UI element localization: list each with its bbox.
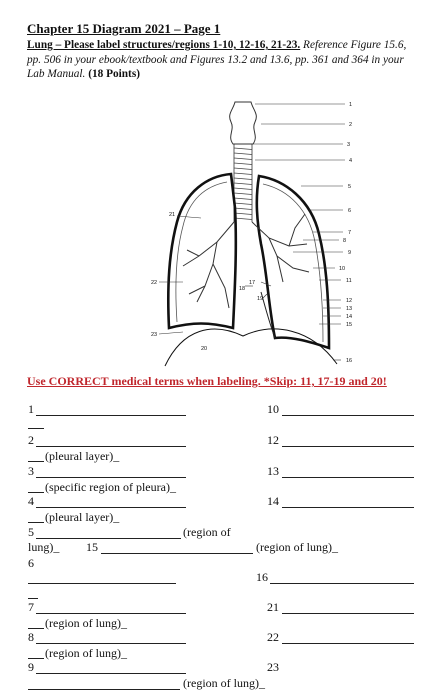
trachea-ring	[234, 163, 252, 165]
trachea-ring	[234, 158, 252, 160]
label-2: 2	[28, 433, 34, 447]
larynx-shape	[230, 102, 257, 144]
answer-7-line[interactable]	[36, 613, 186, 614]
label-10: 10	[267, 402, 279, 416]
diagram-label: 1	[349, 102, 353, 108]
hint-2: (pleural layer)_	[45, 449, 120, 463]
instructions-paragraph	[27, 38, 419, 82]
answer-23-line[interactable]	[28, 689, 180, 690]
diagram-label: 20	[201, 346, 208, 352]
diaphragm	[165, 329, 337, 366]
diagram-label: 4	[349, 158, 353, 164]
answer-22-line[interactable]	[282, 643, 414, 644]
answer-blank-line[interactable]	[28, 628, 44, 629]
trachea-ring	[234, 173, 252, 175]
answer-21-line[interactable]	[282, 613, 414, 614]
trachea-ring	[234, 193, 252, 195]
label-14: 14	[267, 494, 279, 508]
trachea-ring	[234, 188, 252, 190]
label-23: 23	[267, 660, 279, 674]
answer-9-line[interactable]	[36, 673, 186, 674]
answer-15-line[interactable]	[101, 553, 253, 554]
bronchial-tree	[183, 214, 309, 308]
leader-line	[263, 294, 267, 298]
hint-23: (region of lung)_	[183, 676, 265, 690]
diagram-label: 8	[343, 238, 347, 244]
diagram-label: 7	[348, 230, 352, 236]
trachea-ring	[234, 153, 252, 155]
answer-16-line[interactable]	[270, 583, 414, 584]
diagram-label: 2	[349, 122, 353, 128]
intro-reference: Reference Figure 15.6, pp. 506 in your ebook/textbook and Figures 13.2 and 13.6, pp. 361 and 364 in your Lab Manual.	[27, 39, 407, 80]
lung-diagram	[143, 96, 371, 370]
diagram-label: 21	[169, 212, 176, 218]
label-4: 4	[28, 494, 34, 508]
label-1: 1	[28, 402, 34, 416]
label-5: 5	[28, 525, 34, 539]
answer-8-line[interactable]	[36, 643, 186, 644]
answer-6-line[interactable]	[28, 583, 176, 584]
label-12: 12	[267, 433, 279, 447]
diagram-label: 11	[346, 278, 352, 284]
label-16: 16	[256, 570, 268, 584]
answer-blank-line[interactable]	[28, 658, 44, 659]
trachea-ring	[234, 183, 252, 185]
diagram-label: 14	[346, 314, 353, 320]
answer-4-line[interactable]	[36, 507, 186, 508]
hint-4: (pleural layer)_	[45, 510, 120, 524]
answer-14-line[interactable]	[282, 507, 414, 508]
label-22: 22	[267, 630, 279, 644]
trachea-rings	[234, 148, 252, 220]
diagram-label: 17	[249, 280, 256, 286]
answer-blank-line[interactable]	[28, 461, 44, 462]
trachea-ring	[234, 208, 252, 210]
answer-10-line[interactable]	[282, 415, 414, 416]
diagram-label: 9	[348, 250, 352, 256]
trachea-ring	[234, 148, 252, 150]
answer-blank-line[interactable]	[28, 522, 44, 523]
label-8: 8	[28, 630, 34, 644]
label-6: 6	[28, 556, 34, 570]
label-7: 7	[28, 600, 34, 614]
diagram-label: 5	[348, 184, 352, 190]
answer-13-line[interactable]	[282, 477, 414, 478]
answer-blank-line[interactable]	[28, 492, 44, 493]
label-15: 15	[86, 540, 98, 554]
diagram-label: 22	[151, 280, 158, 286]
answer-3-line[interactable]	[36, 477, 186, 478]
diagram-label: 10	[339, 266, 346, 272]
hint-15: (region of lung)_	[256, 540, 338, 554]
answer-2-line[interactable]	[36, 446, 186, 447]
diagram-label: 6	[348, 208, 352, 214]
intro-bold: Lung – Please label structures/regions 1-10, 12-16, 21-23.	[27, 39, 301, 51]
label-9: 9	[28, 660, 34, 674]
diagram-label: 19	[257, 296, 264, 302]
leader-lines	[159, 104, 345, 360]
trachea-ring	[234, 168, 252, 170]
trachea-ring	[234, 198, 252, 200]
answer-5-line[interactable]	[36, 538, 181, 539]
diagram-label: 16	[346, 358, 353, 364]
trachea-ring	[234, 203, 252, 205]
label-21: 21	[267, 600, 279, 614]
diagram-label: 3	[347, 142, 351, 148]
label-13: 13	[267, 464, 279, 478]
intro-points: (18 Points)	[88, 68, 140, 80]
hint-3: (specific region of pleura)_	[45, 480, 176, 494]
diagram-label: 13	[346, 306, 353, 312]
diagram-label: 15	[346, 322, 353, 328]
leader-line	[159, 332, 183, 334]
diagram-label: 23	[151, 332, 158, 338]
trachea-ring	[234, 178, 252, 180]
hint-5b: lung)_	[28, 540, 60, 554]
hint-8: (region of lung)_	[45, 646, 127, 660]
hint-7: (region of lung)_	[45, 616, 127, 630]
answer-12-line[interactable]	[282, 446, 414, 447]
label-3: 3	[28, 464, 34, 478]
instruction-warning: Use CORRECT medical terms when labeling. *Skip: 11, 17-19 and 20!	[27, 374, 387, 388]
answer-blank-line[interactable]	[28, 428, 44, 429]
trachea-ring	[234, 213, 252, 215]
page-title: Chapter 15 Diagram 2021 – Page 1	[27, 21, 221, 36]
leader-line	[177, 216, 201, 218]
answer-1-line[interactable]	[36, 415, 186, 416]
hint-5a: (region of	[183, 525, 231, 539]
answer-blank-line[interactable]	[28, 598, 38, 599]
diagram-label: 12	[346, 298, 353, 304]
diagram-label: 18	[239, 286, 246, 292]
